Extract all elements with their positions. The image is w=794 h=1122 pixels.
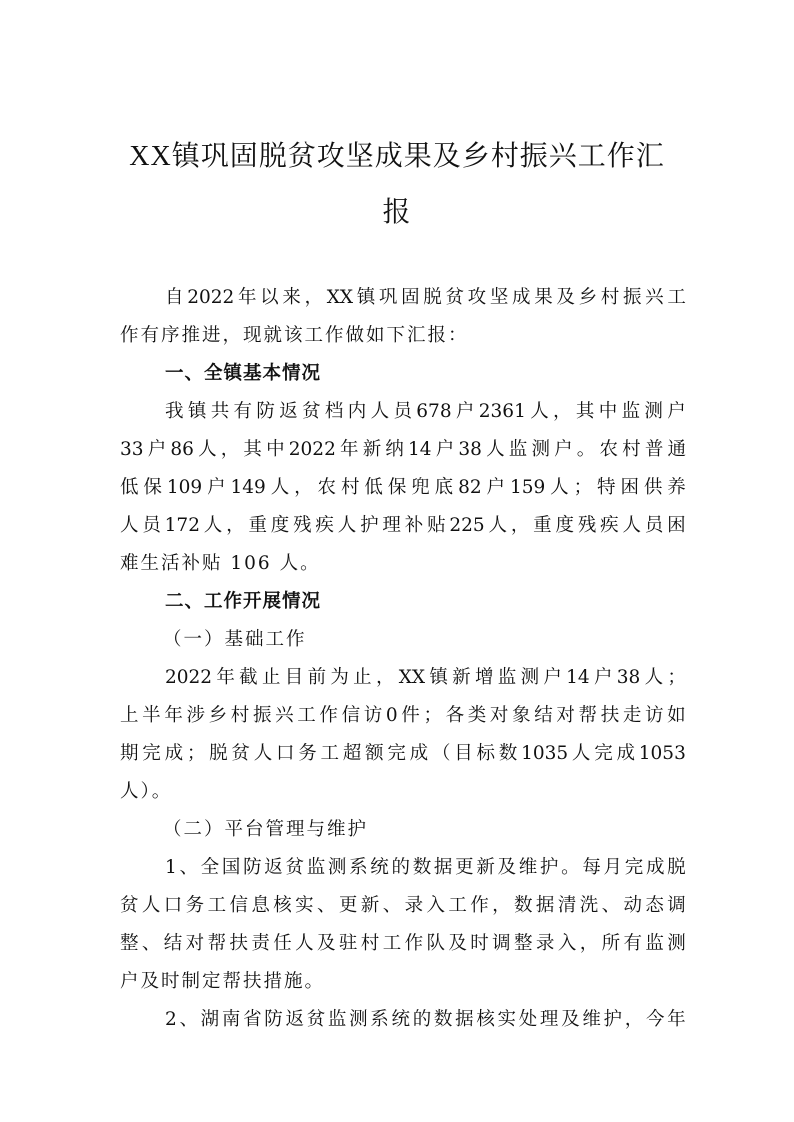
paragraph-line: 2022 年 截 止 目 前 为 止 ， XX 镇 新 增 监 测 户 14 户 38 人 ； (165, 667, 686, 688)
paragraph-line: 人 员 172 人 ， 重 度 残 疾 人 护 理 补 贴 225 人 ， 重 度 残 疾 人 员 困 (120, 515, 686, 536)
paragraph-line: 户及时制定帮扶措施。 (120, 971, 326, 992)
section-heading: 一、全镇基本情况 (165, 363, 322, 384)
document-title-line-1: XX镇巩固脱贫攻坚成果及乡村振兴工作汇 (129, 141, 665, 172)
paragraph-line: 2 、 湖 南 省 防 返 贫 监 测 系 统 的 数 据 核 实 处 理 及 维 护 ， 今 年 (165, 1009, 686, 1030)
document-title-line-2: 报 (382, 197, 412, 228)
subsection-heading: （二）平台管理与维护 (163, 819, 369, 840)
paragraph-line: 低 保 109 户 149 人 ， 农 村 低 保 兜 底 82 户 159 人 ； 特 困 供 养 (120, 477, 686, 498)
paragraph-line: 期 完 成 ； 脱 贫 人 口 务 工 超 额 完 成 （ 目 标 数 1035 人 完 成 1053 (120, 743, 686, 764)
paragraph-line: 1 、 全 国 防 返 贫 监 测 系 统 的 数 据 更 新 及 维 护 。 每 月 完 成 脱 (165, 857, 686, 878)
intro-line: 作有序推进，现就该工作做如下汇报： (120, 325, 469, 346)
paragraph-line: 33 户 86 人 ， 其 中 2022 年 新 纳 14 户 38 人 监 测 户 。 农 村 普 通 (120, 439, 686, 460)
paragraph-line: 整 、 结 对 帮 扶 责 任 人 及 驻 村 工 作 队 及 时 调 整 录 入 ， 所 有 监 测 (120, 933, 686, 954)
paragraph-line: 贫 人 口 务 工 信 息 核 实 、 更 新 、 录 入 工 作 ， 数 据 清 洗 、 动 态 调 (120, 895, 686, 916)
intro-line: 自 2022 年 以 来 ， XX 镇 巩 固 脱 贫 攻 坚 成 果 及 乡 村 振 兴 工 (165, 287, 686, 308)
subsection-heading: （一）基础工作 (163, 629, 307, 650)
paragraph-line: 上 半 年 涉 乡 村 振 兴 工 作 信 访 0 件 ； 各 类 对 象 结 对 帮 扶 走 访 如 (120, 705, 686, 726)
paragraph-line: 难生活补贴 106 人。 (120, 553, 321, 574)
paragraph-line: 我 镇 共 有 防 返 贫 档 内 人 员 678 户 2361 人 ， 其 中 监 测 户 (165, 401, 686, 422)
paragraph-line: 人）。 (120, 781, 173, 802)
section-heading: 二、工作开展情况 (165, 591, 322, 612)
